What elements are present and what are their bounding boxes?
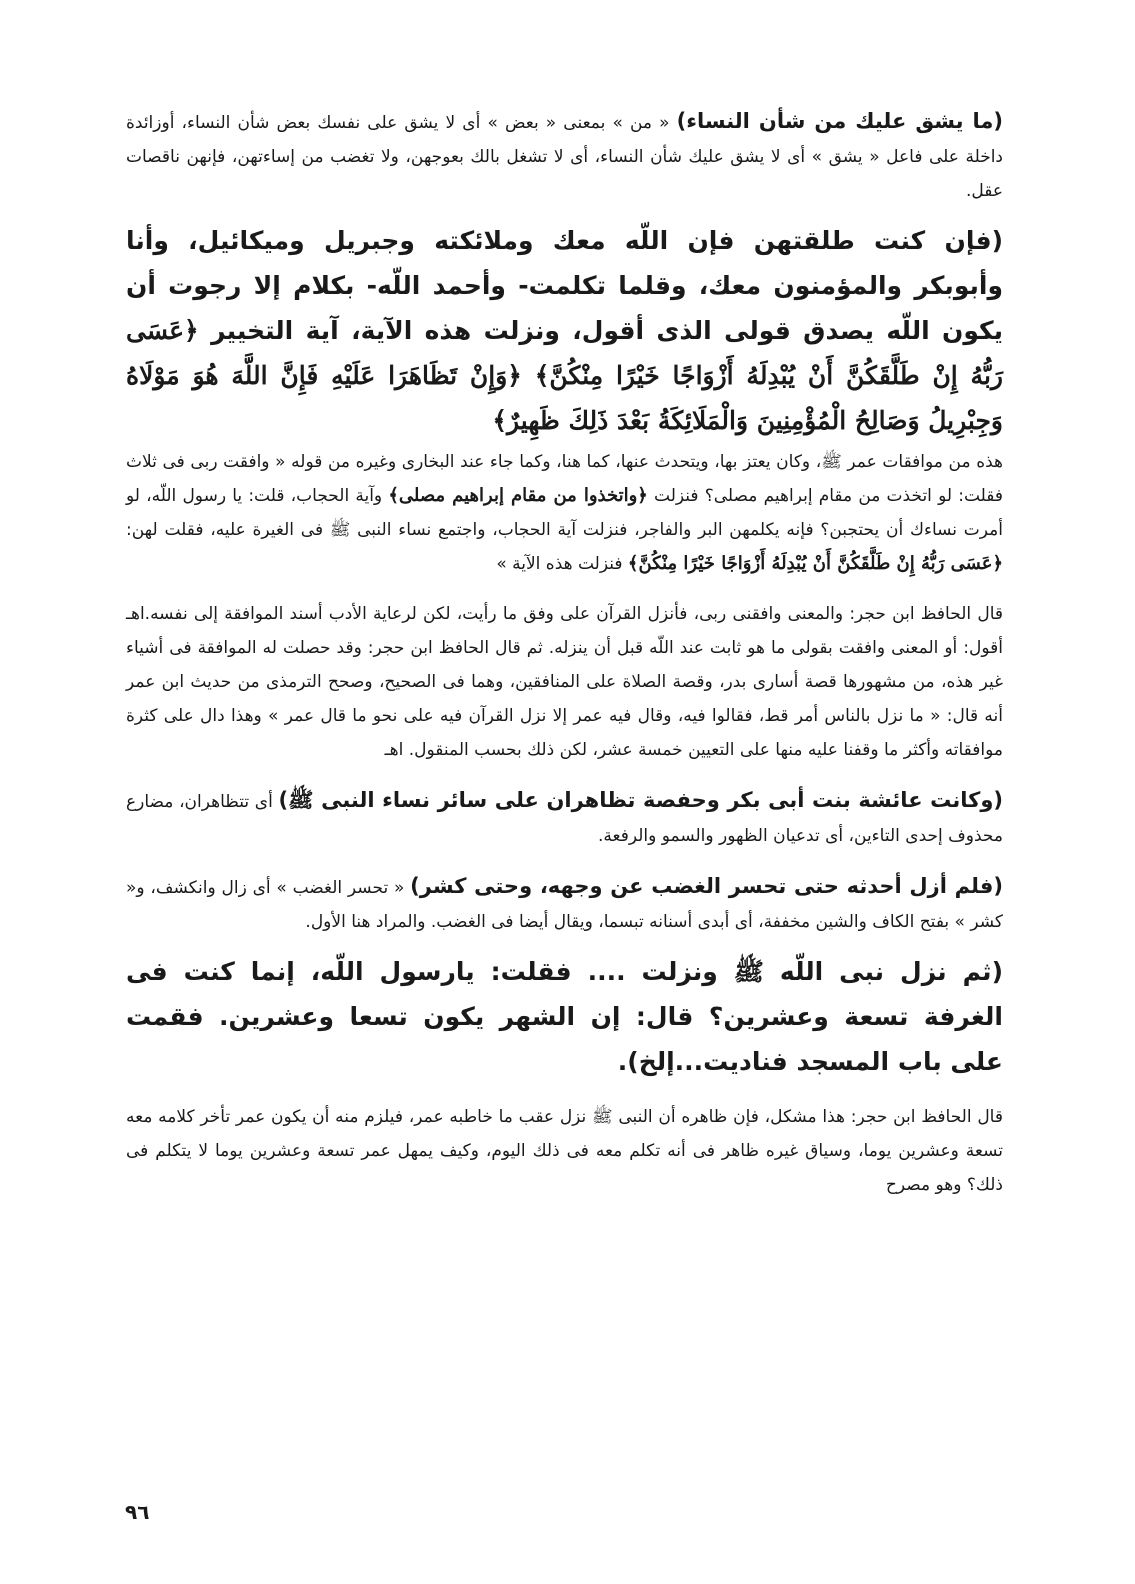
quran-verse-4: ﴿عَسَى رَبُّهُ إِنْ طَلَّقَكُنَّ أَنْ يُبْدِلَهُ أَزْوَاجًا خَيْرًا مِنْكُنَّ﴾ [627,553,1003,574]
paragraph-5-text: « تحسر الغضب » أى زال وانكشف، و« كشر » بفتح الكاف والشين مخففة، أى أبدى أسنانه تبسما، ويقال أيضا فى الغضب. والمراد هنا الأول. [126,878,1003,932]
page-number: ٩٦ [125,1500,150,1524]
paragraph-2-text-b: وآية الحجاب، قلت: يا رسول اللّه، لو أمرت نساءك أن يحتجبن؟ فإنه يكلمهن البر والفاجر، فنزلت آية الحجاب، واجتمع نساء النبى ﷺ فى الغيرة عليه، فقلت لهن: [126,486,1003,540]
paragraph-2-text-c: فنزلت هذه الآية » [496,554,623,574]
paragraph-7-text: قال الحافظ ابن حجر: هذا مشكل، فإن ظاهره أن النبى ﷺ نزل عقب ما خاطبه عمر، فيلزم منه أن يكون عمر تأخر كلامه معه تسعة وعشرين يوما، وسياق غيره ظاهر فى أنه تكلم معه فى ذلك اليوم، وكيف يمهل عمر تسعة وعشرين يوما لا يتكلم فى ذلك؟ وهو مصرح [126,1107,1003,1195]
paragraph-2-big-text: (فإن كنت طلقتهن فإن اللّه معك وملائكته وجبريل وميكائيل، وأنا وأبوبكر والمؤمنون معك، وقلما تكلمت- وأحمد اللّه- بكلام إلا رجوت أن يكون اللّه يصدق قولى الذى أقول، ونزلت هذه الآية، آية التخيير [126,226,1003,345]
paragraph-1 [126,104,1003,208]
paragraph-7 [126,1100,1003,1202]
paragraph-4 [126,783,1003,853]
quran-verse-3: ﴿واتخذوا من مقام إبراهيم مصلى﴾ [388,485,648,506]
paragraph-2-quote [126,218,1003,443]
paragraph-2-commentary [126,445,1003,581]
paragraph-6-quote [126,949,1003,1084]
paragraph-4-heading: (وكانت عائشة بنت أبى بكر وحفصة تظاهران على سائر نساء النبى ﷺ) [278,788,1003,812]
paragraph-1-text: « من » بمعنى « بعض » أى لا يشق على نفسك بعض شأن النساء، أوزائدة داخلة على فاعل « يشق » أى لا يشق عليك شأن النساء، أى لا تشغل بالك بعوجهن، ولا تغضب من إساءتهن، فإنهن ناقصات عقل. [126,113,1003,201]
paragraph-4-text: أى تتظاهران، مضارع محذوف إحدى التاءين، أى تدعيان الظهور والسمو والرفعة. [126,792,1003,846]
quran-verse-2: ﴿وَإِنْ تَظَاهَرَا عَلَيْهِ فَإِنَّ اللَّهَ هُوَ مَوْلَاهُ وَجِبْرِيلُ وَصَالِحُ الْمُؤْمِنِينَ وَالْمَلَائِكَةُ بَعْدَ ذَلِكَ ظَهِيرٌ﴾ [126,361,1003,435]
paragraph-5-heading: (فلم أزل أحدثه حتى تحسر الغضب عن وجهه، وحتى كشر) [410,874,1003,898]
paragraph-3-text: قال الحافظ ابن حجر: والمعنى وافقنى ربى، فأنزل القرآن على وفق ما رأيت، لكن لرعاية الأدب أسند الموافقة إلى نفسه.اهـ أقول: أو المعنى وافقت بقولى ما هو ثابت عند اللّه قبل أن ينزله. ثم قال الحافظ ابن حجر: وقد حصلت له الموافقة فى أشياء غير هذه، من مشهورها قصة أسارى بدر، وقصة الصلاة على المنافقين، وهما فى الصحيح، وصحح الترمذى من حديث ابن عمر أنه قال: « ما نزل بالناس أمر قط، فقالوا فيه، وقال فيه عمر إلا نزل القرآن فيه على نحو ما قال عمر » وهذا دال على كثرة موافقاته وأكثر ما وقفنا عليه منها على التعيين خمسة عشر، لكن ذلك بحسب المنقول. اهـ [126,604,1003,760]
paragraph-1-heading: (ما يشق عليك من شأن النساء) [676,109,1004,133]
paragraph-3 [126,597,1003,767]
page-body [126,104,1003,1210]
paragraph-2-text-a: هذه من موافقات عمر ﷺ، وكان يعتز بها، ويتحدث عنها، كما هنا، وكما جاء عند البخارى وغيره من قوله « وافقت ربى فى ثلاث فقلت: لو اتخذت من مقام إبراهيم مصلى؟ فنزلت [126,452,1004,506]
paragraph-5 [126,869,1003,939]
quran-verse-1: ﴿عَسَى رَبُّهُ إِنْ طَلَّقَكُنَّ أَنْ يُبْدِلَهُ أَزْوَاجًا خَيْرًا مِنْكُنَّ﴾ [126,316,1003,390]
paragraph-6-big-text: (ثم نزل نبى اللّه ﷺ ونزلت .... فقلت: يارسول اللّه، إنما كنت فى الغرفة تسعة وعشرين؟ قال: إن الشهر يكون تسعا وعشرين. فقمت على باب المسجد فناديت...إلخ). [126,957,1003,1076]
